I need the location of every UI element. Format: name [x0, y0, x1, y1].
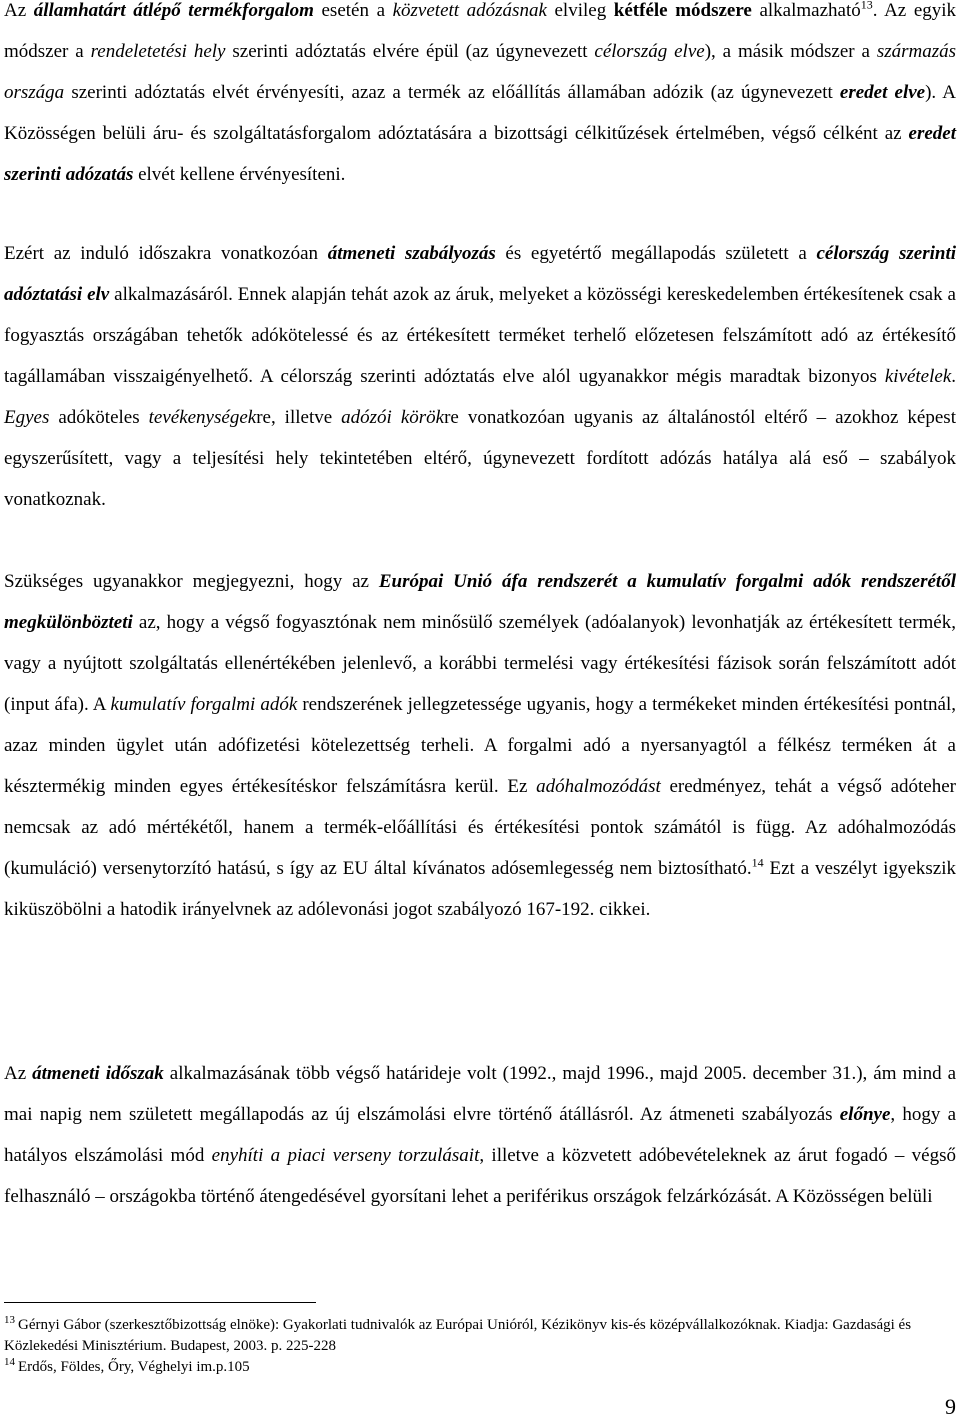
- footnote-text: Gérnyi Gábor (szerkesztőbizottság elnöke): Gyakorlati tudnivalók az Európai Unióról, Kézikönyv kis-és középvállalkozóknak. Kiadja: Gazdasági és Közlekedési Minisztérium. Budapest, 2003. p. 225-228: [4, 1317, 912, 1354]
- emphasis-text: rendeletetési hely: [90, 41, 226, 62]
- emphasis-text: átmeneti időszak: [32, 1063, 164, 1084]
- emphasis-text: közvetett adózásnak: [392, 0, 547, 21]
- text-run: .: [951, 366, 956, 387]
- emphasis-text: eredet szerinti adózatás: [4, 123, 956, 185]
- emphasis-text: államhatárt átlépő termékforgalom: [33, 0, 314, 21]
- text-run: szerinti adóztatás elvét érvényesíti, azaz a termék az előállítás államában adózik (az úgynevezett: [64, 82, 840, 103]
- footnote-14: [4, 1357, 956, 1378]
- emphasis-text: enyhíti a piaci verseny torzulásait: [211, 1145, 480, 1166]
- paragraph-4: [4, 1053, 956, 1217]
- text-run: . Az egyik módszer a: [4, 0, 957, 62]
- text-run: alkalmazásáról. Ennek alapján tehát azok az áruk, melyeket a közösségi kereskedelemben értékesítenek csak a fogyasztás országában tehetők adókötelessé és az értékesített terméket terhelő előzetesen felszámított adó az értékesítő tagállamában visszaigényelhető. A célország szerinti adóztatás elve alól ugyanakkor mégis maradtak bizonyos: [4, 284, 956, 387]
- text-run: adóköteles: [49, 407, 149, 428]
- text-run: Ezt a veszélyt igyekszik kiküszöbölni a hatodik irányelvnek az adólevonási jogot szabályozó 167-192. cikkei.: [4, 858, 956, 920]
- emphasis-text: átmeneti szabályozás: [327, 243, 496, 264]
- footnote-separator: [4, 1302, 316, 1303]
- text-run: Az: [4, 0, 34, 21]
- emphasis-text: célország szerinti adóztatási elv: [4, 243, 956, 305]
- footnote-text: Erdős, Földes, Őry, Véghelyi im.p.105: [18, 1359, 250, 1375]
- text-run: ). A Közösségen belüli áru- és szolgáltatásforgalom adóztatására a bizottsági célkitűzések értelmében, végső célként az: [4, 82, 956, 144]
- text-run: Ezért az induló időszakra vonatkozóan: [4, 243, 328, 264]
- text-run: elvét kellene érvényesíteni.: [133, 164, 346, 185]
- emphasis-text: származás országa: [4, 41, 957, 103]
- footnote-number: 14: [4, 1356, 15, 1368]
- emphasis-text: eredet elve: [839, 82, 926, 103]
- text-run: és egyetértő megállapodás született a: [495, 243, 817, 264]
- paragraph-2: [4, 233, 956, 520]
- text-run: szerinti adóztatás elvére épül (az úgynevezett: [225, 41, 595, 62]
- emphasis-text: kétféle módszere: [613, 0, 752, 21]
- emphasis-text: adózói körök: [341, 407, 445, 428]
- text-run: re vonatkozóan ugyanis az általánostól eltérő – azokhoz képest egyszerűsített, vagy a teljesítési hely tekintetében eltérő, úgynevezett fordított adózás hatálya alá eső – szabályok vonatkoznak.: [4, 407, 956, 510]
- text-run: elvileg: [546, 0, 614, 21]
- paragraph-3: [4, 561, 956, 930]
- emphasis-text: tevékenységek: [148, 407, 257, 428]
- paragraph-1: [4, 0, 956, 195]
- emphasis-text: Egyes: [4, 407, 50, 428]
- text-run: ), a másik módszer a: [704, 41, 877, 62]
- emphasis-text: adóhalmozódást: [536, 776, 661, 797]
- text-run: eredményez, tehát a végső adóteher nemcsak az adó mértékétől, hanem a termék-előállítási és értékesítési pontok számától is függ. Az adóhalmozódás (kumuláció) versenytorzító hatású, s így az EU által kívánatos adósemlegesség nem biztosítható.: [4, 776, 956, 879]
- text-run: re, illetve: [256, 407, 342, 428]
- emphasis-text: előnye: [839, 1104, 891, 1125]
- footnote-13: [4, 1315, 956, 1357]
- emphasis-text: Európai Unió áfa rendszerét a kumulatív forgalmi adók rendszerétől megkülönbözteti: [4, 571, 956, 633]
- text-run: alkalmazható: [751, 0, 861, 21]
- page-number: 9: [945, 1394, 956, 1419]
- text-run: esetén a: [313, 0, 393, 21]
- text-run: , illetve a közvetett adóbevételeknek az árut fogadó – végső felhasználó – országokba történő átengedésével gyorsítani lehet a periférikus országok felzárkózását. A Közösségen belüli: [4, 1145, 957, 1207]
- text-run: alkalmazásának több végső határideje volt (1992., majd 1996., majd 2005. december 31.), ám mind a mai napig nem született megállapodás az új elszámolási elvre történő átállásról. Az átmeneti szabályozás: [4, 1063, 957, 1125]
- footnote-reference: 13: [860, 0, 873, 12]
- footnote-number: 13: [4, 1314, 15, 1326]
- emphasis-text: kumulatív forgalmi adók: [110, 694, 298, 715]
- footnote-reference: 14: [751, 855, 764, 870]
- text-run: Szükséges ugyanakkor megjegyezni, hogy az: [4, 571, 379, 592]
- emphasis-text: kivételek: [884, 366, 952, 387]
- text-run: az, hogy a végső fogyasztónak nem minősülő személyek (adóalanyok) levonhatják az értékesített termék, vagy a nyújtott szolgáltatás ellenértékében jelenlevő, a korábbi termelési vagy értékesítési fázisok során felszámított adót (input áfa). A: [4, 612, 956, 715]
- emphasis-text: célország elve: [594, 41, 705, 62]
- text-run: Az: [4, 1063, 33, 1084]
- text-run: , hogy a hatályos elszámolási mód: [4, 1104, 956, 1166]
- text-run: rendszerének jellegzetessége ugyanis, hogy a termékeket minden értékesítési pontnál, azaz minden ügylet után adófizetési kötelezettség terheli. A forgalmi adó a nyersanyagtól a félkész terméken át a késztermékig minden egyes értékesítéskor felszámításra kerül. Ez: [4, 694, 957, 797]
